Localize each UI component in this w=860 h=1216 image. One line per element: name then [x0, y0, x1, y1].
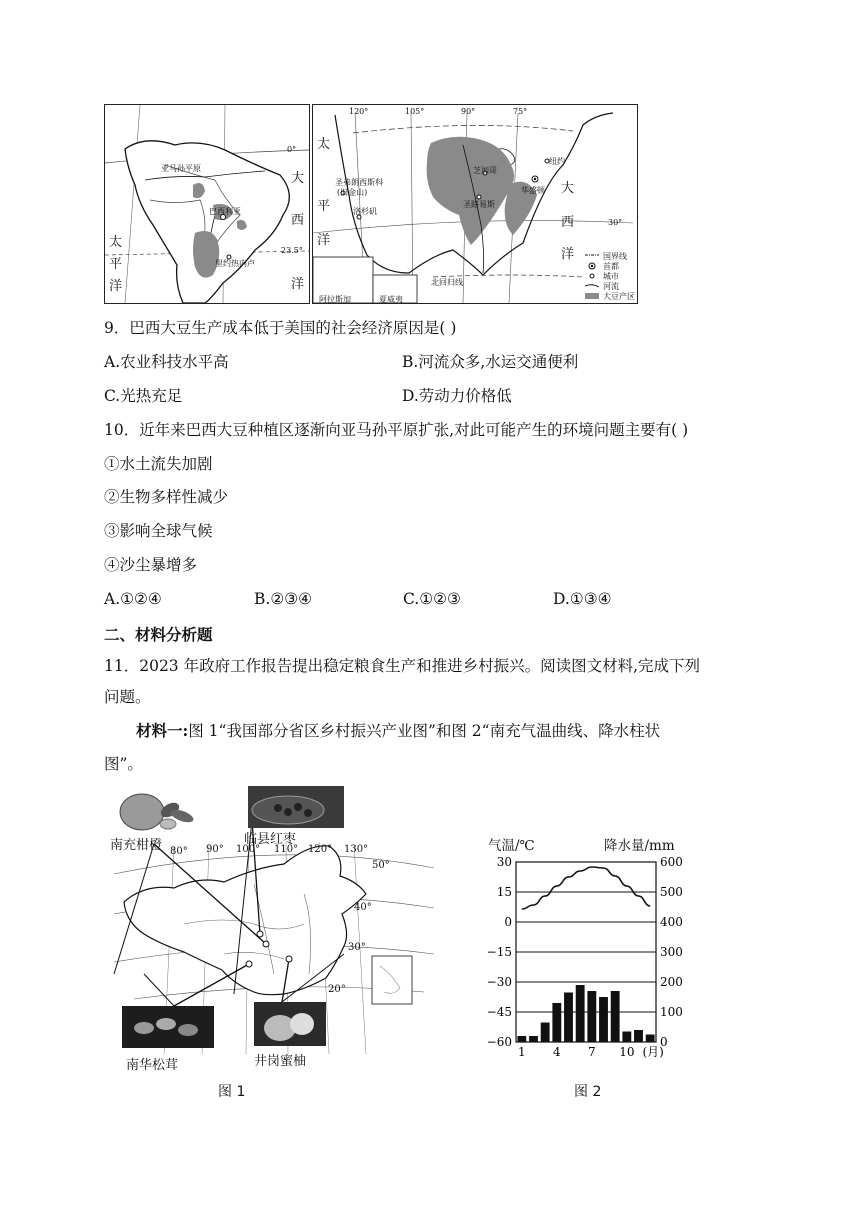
lon105-label: 105°: [405, 107, 425, 116]
sf-label: 圣弗朗西斯科: [335, 178, 383, 187]
pacific-label-1: 太: [109, 235, 123, 250]
product-label-orange: 南充柑橙: [110, 838, 163, 853]
x-tick-label: 4: [553, 1045, 561, 1059]
x-tick-label: 1: [518, 1045, 526, 1059]
left-tick-label: −45: [486, 1005, 512, 1019]
la-label: 洛杉矶: [353, 207, 377, 216]
q11-stem-line1: 11．2023 年政府工作报告提出稳定粮食生产和推进乡村振兴。阅读图文材料,完成下列: [104, 657, 701, 675]
q11-material-line2: 图”。: [104, 755, 143, 773]
sf-alt-label: (旧金山): [337, 188, 368, 197]
lon90-label: 90°: [461, 107, 476, 116]
precipitation-bar: [576, 985, 585, 1042]
legend-border: 国界线: [603, 252, 627, 261]
pacific-label-3: 洋: [109, 279, 123, 294]
precipitation-bar: [599, 997, 608, 1042]
material-text: 图 1“我国部分省区乡村振兴产业图”和图 2“南充气温曲线、降水柱状: [188, 722, 661, 740]
fig1-lat50: 50°: [372, 860, 390, 871]
pacific-label-2: 平: [109, 257, 123, 272]
jujube-photo: [248, 786, 344, 828]
lon75-label: 75°: [513, 107, 528, 116]
matsutake-photo: [122, 1006, 214, 1048]
south-america-soybean-map: [104, 104, 310, 304]
orange-photo: [112, 786, 202, 832]
figure2-climate-chart: [476, 828, 706, 1064]
legend-city: 城市: [603, 272, 619, 281]
precipitation-bar: [552, 1003, 561, 1042]
atlantic-label-2: 西: [291, 213, 305, 228]
south-america-map-drawing: [105, 105, 309, 303]
q10-item-1: ①水土流失加剧: [104, 455, 213, 473]
q10-option-b[interactable]: B.②③④: [254, 590, 313, 608]
q10-item-2: ②生物多样性减少: [104, 488, 229, 506]
chicago-label: 芝加哥: [473, 166, 497, 175]
right-tick-label: 200: [660, 975, 683, 989]
left-axis-title: 气温/℃: [488, 838, 535, 854]
lat235-label: 23.5°: [281, 246, 303, 255]
fig1-lon80: 80°: [170, 846, 188, 857]
section-title: 二、材料分析题: [104, 626, 213, 644]
na-atlantic-label-2: 西: [561, 215, 575, 230]
precipitation-bar: [622, 1032, 631, 1043]
left-tick-label: 15: [496, 885, 512, 899]
right-tick-label: 0: [660, 1035, 668, 1049]
q9-option-a[interactable]: A.农业科技水平高: [104, 353, 229, 371]
figure1-industry-map: [104, 784, 452, 1074]
precipitation-bar: [587, 991, 596, 1042]
hawaii-label: 夏威夷: [379, 295, 403, 304]
rio-label: 里约热内卢: [215, 259, 255, 268]
q9-option-d[interactable]: D.劳动力价格低: [402, 387, 512, 405]
alaska-label: 阿拉斯加: [319, 295, 351, 304]
na-pacific-label-1: 太: [317, 137, 331, 152]
na-atlantic-label-1: 大: [561, 181, 575, 196]
brasilia-label: 巴西利亚: [209, 207, 241, 216]
legend-capital: 首都: [603, 262, 619, 271]
stl-label: 圣路易斯: [463, 200, 495, 209]
q10-option-c[interactable]: C.①②③: [403, 590, 461, 608]
fig1-lat20: 20°: [328, 984, 346, 995]
amazon-label: 亚马孙平原: [161, 164, 201, 173]
precipitation-bar: [529, 1036, 538, 1042]
fig1-lat30: 30°: [348, 942, 366, 953]
q9-option-b[interactable]: B.河流众多,水运交通便利: [402, 353, 579, 371]
figure1-caption: 图 1: [218, 1084, 246, 1100]
atlantic-label-3: 洋: [291, 277, 305, 292]
x-axis-unit: (月): [642, 1045, 664, 1059]
na-pacific-label-3: 洋: [317, 233, 331, 248]
material-label: 材料一:: [136, 721, 189, 740]
na-pacific-label-2: 平: [317, 199, 331, 214]
q9-option-c[interactable]: C.光热充足: [104, 387, 183, 405]
right-axis-title: 降水量/mm: [604, 838, 675, 854]
product-label-pomelo: 井岗蜜柚: [254, 1054, 307, 1069]
precipitation-bar: [564, 993, 573, 1043]
lon120-label: 120°: [349, 107, 369, 116]
pomelo-photo: [254, 1002, 326, 1046]
q9-stem: 9．巴西大豆生产成本低于美国的社会经济原因是( ): [104, 319, 457, 337]
lon0-label: 0°: [287, 145, 297, 154]
fig1-lat40: 40°: [354, 902, 372, 913]
tropic-label: 北回归线: [431, 278, 463, 287]
right-tick-label: 300: [660, 945, 683, 959]
fig1-lon110: 110°: [274, 844, 299, 855]
legend-soybean: 大豆产区: [603, 292, 635, 301]
left-tick-label: 0: [504, 915, 512, 929]
product-label-matsutake: 南华松茸: [126, 1058, 179, 1073]
q10-option-d[interactable]: D.①③④: [553, 590, 612, 608]
na-atlantic-label-3: 洋: [561, 247, 575, 262]
fig1-lon90: 90°: [206, 844, 224, 855]
q10-stem: 10．近年来巴西大豆种植区逐渐向亚马孙平原扩张,对此可能产生的环境问题主要有( ): [104, 421, 689, 439]
fig1-lon100: 100°: [236, 844, 261, 855]
x-tick-label: 10: [619, 1045, 635, 1059]
right-tick-label: 600: [660, 855, 683, 869]
figure2-caption: 图 2: [574, 1084, 602, 1100]
product-label-jujube: 临县红枣: [244, 832, 297, 847]
q11-stem-line2: 问题。: [104, 688, 151, 706]
precipitation-bar: [611, 991, 620, 1042]
ny-label: 纽约: [549, 157, 565, 166]
fig1-lon120: 120°: [308, 844, 333, 855]
left-tick-label: 30: [496, 855, 512, 869]
left-tick-label: −30: [486, 975, 512, 989]
q10-option-a[interactable]: A.①②④: [104, 590, 162, 608]
q11-material-line1: [136, 721, 660, 741]
atlantic-label-1: 大: [291, 171, 305, 186]
right-tick-label: 400: [660, 915, 683, 929]
dc-label: 华盛顿: [521, 186, 545, 195]
left-tick-label: −60: [486, 1035, 512, 1049]
left-tick-label: −15: [486, 945, 512, 959]
fig1-lon130: 130°: [344, 844, 369, 855]
north-america-soybean-map: [312, 104, 638, 304]
q10-item-3: ③影响全球气候: [104, 522, 213, 540]
q10-item-4: ④沙尘暴增多: [104, 556, 198, 574]
right-tick-label: 100: [660, 1005, 683, 1019]
climate-chart-svg: [476, 854, 706, 1064]
precipitation-bar: [517, 1036, 526, 1042]
legend-river: 河流: [603, 282, 619, 291]
right-tick-label: 500: [660, 885, 683, 899]
precipitation-bar: [646, 1035, 655, 1043]
precipitation-bar: [541, 1023, 550, 1043]
x-tick-label: 7: [588, 1045, 596, 1059]
lat30-label: 30°: [608, 218, 623, 227]
precipitation-bar: [634, 1030, 643, 1042]
